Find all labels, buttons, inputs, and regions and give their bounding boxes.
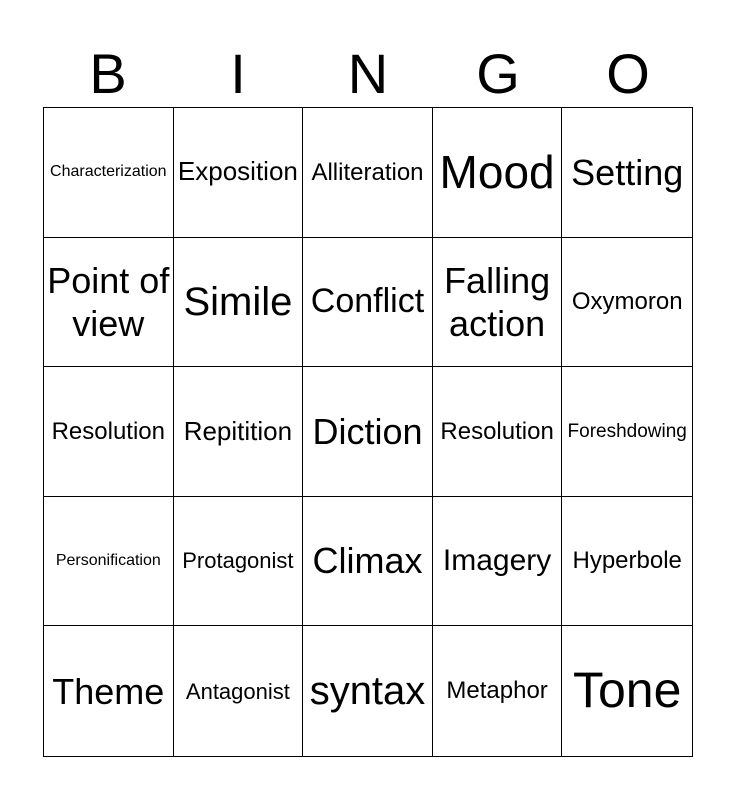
bingo-cell: Protagonist — [174, 497, 304, 627]
bingo-cell: Conflict — [303, 238, 433, 368]
bingo-cell: Hyperbole — [562, 497, 692, 627]
bingo-cell: Simile — [174, 238, 304, 368]
bingo-cell: syntax — [303, 626, 433, 756]
bingo-cell: Alliteration — [303, 108, 433, 238]
header-letter-g: G — [476, 42, 520, 105]
bingo-cell: Mood — [433, 108, 563, 238]
bingo-cell: Resolution — [44, 367, 174, 497]
bingo-cell: Tone — [572, 662, 682, 719]
bingo-board — [43, 107, 693, 757]
bingo-header — [43, 40, 693, 108]
bingo-cell: Personification — [44, 497, 174, 627]
bingo-cell: Diction — [303, 367, 433, 497]
bingo-cell: Repitition — [174, 367, 304, 497]
header-letter-i: I — [230, 42, 246, 105]
bingo-cell: Climax — [303, 497, 433, 627]
bingo-cell: Exposition — [174, 108, 304, 238]
bingo-cell: Setting — [562, 108, 692, 238]
bingo-cell: Point of view — [44, 238, 174, 368]
header-letter-o: O — [606, 42, 650, 105]
bingo-cell: Theme — [44, 626, 174, 756]
bingo-cell: Resolution — [433, 367, 563, 497]
bingo-cell: Falling action — [433, 238, 563, 368]
bingo-cell: Foreshdowing — [562, 367, 692, 497]
header-letter-b: B — [89, 42, 127, 105]
header-letter-n: N — [347, 42, 389, 105]
bingo-cell: Characterization — [44, 108, 174, 238]
bingo-cell: Imagery — [433, 497, 563, 627]
bingo-cell: Oxymoron — [562, 238, 692, 368]
bingo-cell: Antagonist — [174, 626, 304, 756]
bingo-cell: Metaphor — [433, 626, 563, 756]
